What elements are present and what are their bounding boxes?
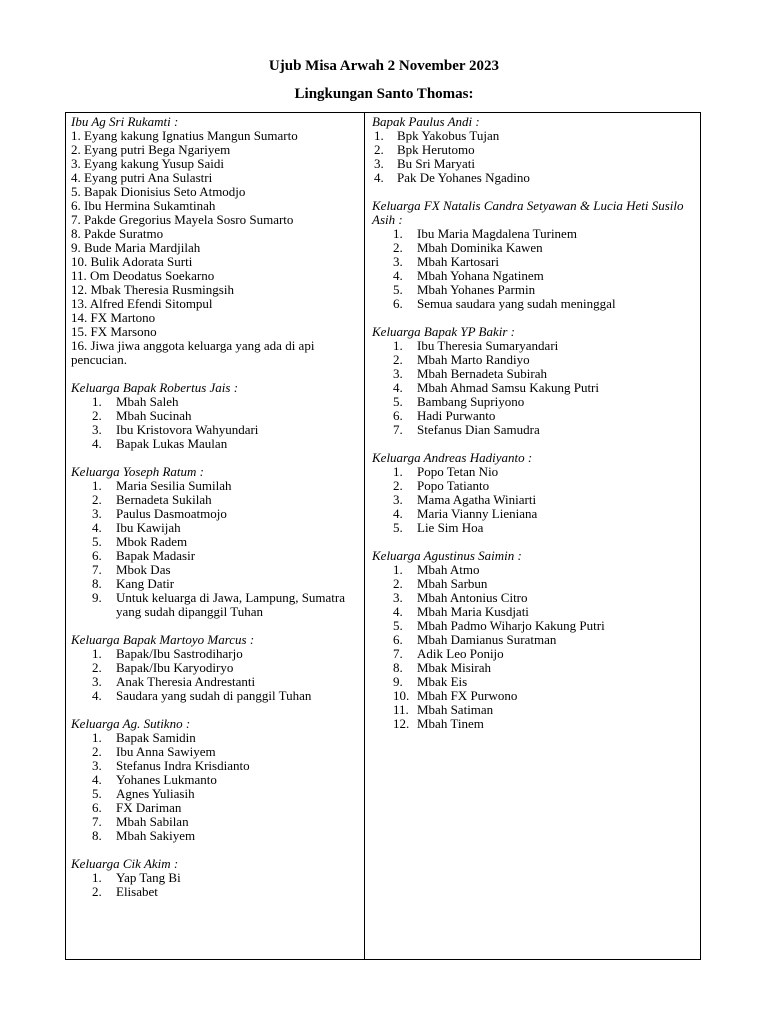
list-item-text: Stefanus Indra Krisdianto	[116, 758, 250, 773]
list-item-text: Agnes Yuliasih	[116, 786, 195, 801]
list-item	[372, 157, 698, 171]
list-item	[71, 591, 361, 619]
list-item-text: FX Dariman	[116, 800, 182, 815]
list-item	[372, 423, 698, 437]
family-group	[372, 325, 698, 437]
list-item-text: Mbah Sakiyem	[116, 828, 196, 843]
list-item-text: Bambang Supriyono	[417, 394, 525, 409]
family-group	[71, 717, 361, 843]
list-item-number: 4.	[393, 506, 403, 521]
list-item	[372, 633, 698, 647]
list-item-number: 4.	[92, 688, 102, 703]
family-group-title: Keluarga Bapak Robertus Jais :	[71, 380, 239, 395]
list-item	[71, 871, 361, 885]
list-item-text: Maria Sesilia Sumilah	[116, 478, 232, 493]
list-item: 5. Bapak Dionisius Seto Atmodjo	[71, 184, 246, 199]
list-item	[372, 353, 698, 367]
list-item-text: Saudara yang sudah di panggil Tuhan	[116, 688, 312, 703]
list-item-number: 5.	[393, 520, 403, 535]
list-item	[71, 731, 361, 745]
list-item-number: 2.	[393, 240, 403, 255]
list-item	[372, 493, 698, 507]
list-item	[372, 227, 698, 241]
list-item: 13. Alfred Efendi Sitompul	[71, 296, 213, 311]
list-item-text: Bapak/Ibu Sastrodiharjo	[116, 646, 243, 661]
list-item	[372, 521, 698, 535]
list-item	[372, 465, 698, 479]
family-group-title: Ibu Ag Sri Rukamti :	[71, 114, 179, 129]
list-item-text: Adik Leo Ponijo	[417, 646, 504, 661]
list-item	[71, 395, 361, 409]
list-item-number: 1.	[393, 226, 403, 241]
list-item-number: 4.	[92, 436, 102, 451]
list-item-text: Mama Agatha Winiarti	[417, 492, 537, 507]
list-item	[372, 409, 698, 423]
list-item: 12. Mbak Theresia Rusmingsih	[71, 282, 234, 297]
list-item-number: 4.	[92, 772, 102, 787]
list-item-text: Bapak/Ibu Karyodiryo	[116, 660, 234, 675]
list-item-number: 1.	[393, 338, 403, 353]
family-group	[372, 549, 698, 731]
list-item-text: Mbah Marto Randiyo	[417, 352, 530, 367]
list-item-number: 6.	[393, 296, 403, 311]
list-item-text: Maria Vianny Lieniana	[417, 506, 538, 521]
list-item	[71, 507, 361, 521]
list-item-number: 5.	[92, 534, 102, 549]
list-item	[71, 745, 361, 759]
list-item-number: 1.	[393, 464, 403, 479]
list-item	[372, 661, 698, 675]
list-item-text: Bu Sri Maryati	[397, 156, 475, 171]
list-item	[71, 493, 361, 507]
list-item-text: Yohanes Lukmanto	[116, 772, 217, 787]
list-item	[372, 717, 698, 731]
list-item-number: 1.	[374, 128, 384, 143]
list-item-number: 3.	[92, 758, 102, 773]
family-group	[71, 857, 361, 899]
list-item: 4. Eyang putri Ana Sulastri	[71, 170, 213, 185]
list-item-text: Paulus Dasmoatmojo	[116, 506, 227, 521]
list-item-text: Stefanus Dian Samudra	[417, 422, 540, 437]
list-item-number: 7.	[393, 422, 403, 437]
list-item-number: 12.	[393, 716, 410, 731]
list-item-number: 4.	[393, 380, 403, 395]
list-item	[372, 689, 698, 703]
list-item: 1. Eyang kakung Ignatius Mangun Sumarto	[71, 128, 298, 143]
list-item	[71, 885, 361, 899]
list-item: 14. FX Martono	[71, 310, 156, 325]
list-item-number: 2.	[92, 884, 102, 899]
list-item-text: Mbah FX Purwono	[417, 688, 518, 703]
list-item: 7. Pakde Gregorius Mayela Sosro Sumarto	[71, 212, 294, 227]
list-item-text: Mbah Dominika Kawen	[417, 240, 543, 255]
list-item-number: 3.	[92, 422, 102, 437]
list-item-text: Ibu Kristovora Wahyundari	[116, 422, 259, 437]
list-item	[71, 647, 361, 661]
list-item-number: 10.	[393, 688, 410, 703]
list-item-text: Mbah Maria Kusdjati	[417, 604, 529, 619]
list-item-number: 5.	[393, 394, 403, 409]
list-item-text: Bpk Herutomo	[397, 142, 475, 157]
list-item-text: Mbah Antonius Citro	[417, 590, 528, 605]
document-title: Ujub Misa Arwah 2 November 2023	[268, 58, 500, 74]
list-item	[71, 521, 361, 535]
list-item	[372, 339, 698, 353]
list-item-text: Ibu Theresia Sumaryandari	[417, 338, 559, 353]
list-item-text: Mbah Sabilan	[116, 814, 189, 829]
list-item	[372, 269, 698, 283]
family-group	[372, 451, 698, 535]
list-item-text: Elisabet	[116, 884, 158, 899]
family-group	[71, 633, 361, 703]
family-group-title: Keluarga Bapak Martoyo Marcus :	[71, 632, 255, 647]
list-item-text: Hadi Purwanto	[417, 408, 496, 423]
list-item-text: Popo Tatianto	[417, 478, 490, 493]
list-item-text: Semua saudara yang sudah meninggal	[417, 296, 616, 311]
list-item	[372, 297, 698, 311]
list-item-text: Mbak Misirah	[417, 660, 492, 675]
list-item-text: Kang Datir	[116, 576, 175, 591]
list-item-number: 3.	[393, 366, 403, 381]
list-item-number: 2.	[393, 352, 403, 367]
list-item	[71, 661, 361, 675]
family-group	[372, 199, 698, 311]
family-group-title: Keluarga FX Natalis Candra Setyawan & Lucia Heti Susilo Asih :	[372, 198, 684, 227]
list-item-text: Untuk keluarga di Jawa, Lampung, Sumatra yang sudah dipanggil Tuhan	[116, 590, 346, 619]
list-item-number: 8.	[92, 576, 102, 591]
list-item: 6. Ibu Hermina Sukamtinah	[71, 198, 216, 213]
list-item	[372, 479, 698, 493]
list-item-number: 4.	[393, 268, 403, 283]
list-item: 10. Bulik Adorata Surti	[71, 254, 193, 269]
list-item	[71, 759, 361, 773]
list-item-number: 2.	[393, 478, 403, 493]
list-item-text: Mbah Sarbun	[417, 576, 488, 591]
list-item-number: 3.	[92, 506, 102, 521]
document-subtitle: Lingkungan Santo Thomas:	[294, 86, 474, 102]
list-item-number: 1.	[92, 394, 102, 409]
list-item	[372, 577, 698, 591]
list-item-number: 4.	[393, 604, 403, 619]
list-item-number: 1.	[393, 562, 403, 577]
list-item	[372, 395, 698, 409]
list-item-number: 2.	[92, 408, 102, 423]
family-group-title: Keluarga Andreas Hadiyanto :	[372, 450, 533, 465]
family-group	[372, 115, 698, 185]
list-item	[71, 773, 361, 787]
list-item	[71, 479, 361, 493]
list-item-number: 1.	[92, 730, 102, 745]
list-item-text: Bapak Lukas Maulan	[116, 436, 228, 451]
list-item-number: 6.	[393, 408, 403, 423]
list-item	[71, 577, 361, 591]
list-item-text: Mbah Sucinah	[116, 408, 192, 423]
list-item-text: Anak Theresia Andrestanti	[116, 674, 256, 689]
list-item-text: Mbak Eis	[417, 674, 468, 689]
list-item-text: Bapak Madasir	[116, 548, 196, 563]
list-item-text: Mbah Kartosari	[417, 254, 499, 269]
list-item: 3. Eyang kakung Yusup Saidi	[71, 156, 224, 171]
list-item: 8. Pakde Suratmo	[71, 226, 164, 241]
list-item: 2. Eyang putri Bega Ngariyem	[71, 142, 231, 157]
list-item-number: 7.	[92, 562, 102, 577]
list-item-number: 1.	[92, 870, 102, 885]
list-item-number: 1.	[92, 478, 102, 493]
list-item-text: Mbok Radem	[116, 534, 188, 549]
family-group	[71, 381, 361, 451]
list-item-text: Mbah Saleh	[116, 394, 179, 409]
list-item-number: 8.	[393, 660, 403, 675]
list-item	[372, 591, 698, 605]
list-item-number: 4.	[374, 170, 384, 185]
list-item-number: 2.	[374, 142, 384, 157]
list-item-text: Mbah Yohanes Parmin	[417, 282, 536, 297]
list-item	[71, 829, 361, 843]
list-item	[372, 367, 698, 381]
list-item	[372, 563, 698, 577]
list-item	[71, 549, 361, 563]
list-item-number: 3.	[393, 254, 403, 269]
list-item-number: 6.	[92, 800, 102, 815]
list-item-number: 3.	[393, 492, 403, 507]
list-item-number: 9.	[393, 674, 403, 689]
family-group-title: Keluarga Cik Akim :	[71, 856, 179, 871]
list-item-number: 3.	[393, 590, 403, 605]
list-item-text: Mbah Satiman	[417, 702, 494, 717]
list-item-text: Bernadeta Sukilah	[116, 492, 212, 507]
family-group-title: Keluarga Yoseph Ratum :	[71, 464, 205, 479]
family-group-title: Bapak Paulus Andi :	[372, 114, 480, 129]
list-item-number: 3.	[92, 674, 102, 689]
list-item	[71, 437, 361, 451]
list-item-text: Ibu Kawijah	[116, 520, 181, 535]
list-item-text: Mbok Das	[116, 562, 171, 577]
list-item-number: 9.	[92, 590, 102, 605]
list-item	[71, 563, 361, 577]
list-item-text: Yap Tang Bi	[116, 870, 181, 885]
list-item-number: 6.	[393, 632, 403, 647]
list-item-text: Mbah Damianus Suratman	[417, 632, 557, 647]
list-item-number: 3.	[374, 156, 384, 171]
list-item	[372, 283, 698, 297]
list-item-number: 8.	[92, 828, 102, 843]
intention-table	[65, 112, 701, 960]
family-group	[71, 115, 361, 367]
list-item-text: Mbah Bernadeta Subirah	[417, 366, 547, 381]
list-item-text: Pak De Yohanes Ngadino	[397, 170, 530, 185]
list-item-text: Popo Tetan Nio	[417, 464, 499, 479]
list-item	[71, 787, 361, 801]
list-item	[71, 535, 361, 549]
list-item-text: Mbah Tinem	[417, 716, 484, 731]
list-item-number: 2.	[92, 492, 102, 507]
list-item-number: 6.	[92, 548, 102, 563]
list-item: 9. Bude Maria Mardjilah	[71, 240, 201, 255]
column-divider	[364, 113, 365, 959]
list-item-text: Bpk Yakobus Tujan	[397, 128, 500, 143]
family-group-title: Keluarga Bapak YP Bakir :	[372, 324, 515, 339]
list-item-number: 11.	[393, 702, 409, 717]
list-item	[372, 129, 698, 143]
list-item-text: Mbah Padmo Wiharjo Kakung Putri	[417, 618, 605, 633]
family-group	[71, 465, 361, 619]
list-item	[372, 507, 698, 521]
list-item	[372, 171, 698, 185]
list-item	[372, 675, 698, 689]
list-item-number: 1.	[92, 646, 102, 661]
list-item	[372, 619, 698, 633]
list-item: 15. FX Marsono	[71, 324, 157, 339]
family-group-title: Keluarga Agustinus Saimin :	[372, 548, 522, 563]
list-item-number: 7.	[393, 646, 403, 661]
list-item	[372, 703, 698, 717]
list-item-number: 5.	[92, 786, 102, 801]
list-item	[372, 143, 698, 157]
list-item: 11. Om Deodatus Soekarno	[71, 268, 215, 283]
list-item	[372, 381, 698, 395]
list-item	[372, 647, 698, 661]
list-item-number: 7.	[92, 814, 102, 829]
list-item	[71, 801, 361, 815]
list-item-text: Ibu Maria Magdalena Turinem	[417, 226, 577, 241]
list-item-text: Mbah Ahmad Samsu Kakung Putri	[417, 380, 599, 395]
list-item	[71, 689, 361, 703]
list-item-number: 4.	[92, 520, 102, 535]
list-item-text: Lie Sim Hoa	[417, 520, 484, 535]
list-item	[372, 255, 698, 269]
list-item-text: Mbah Yohana Ngatinem	[417, 268, 544, 283]
left-column	[71, 115, 361, 913]
list-item	[71, 815, 361, 829]
right-column	[372, 115, 698, 745]
list-item-text: Bapak Samidin	[116, 730, 196, 745]
list-item	[71, 423, 361, 437]
list-item-number: 5.	[393, 618, 403, 633]
list-item-number: 2.	[92, 744, 102, 759]
list-item	[71, 409, 361, 423]
list-item-text: Mbah Atmo	[417, 562, 480, 577]
list-item	[372, 241, 698, 255]
list-item-number: 2.	[92, 660, 102, 675]
list-item-number: 5.	[393, 282, 403, 297]
list-item	[372, 605, 698, 619]
list-item-text: Ibu Anna Sawiyem	[116, 744, 216, 759]
list-item-number: 2.	[393, 576, 403, 591]
family-group-title: Keluarga Ag. Sutikno :	[71, 716, 191, 731]
list-item: 16. Jiwa jiwa anggota keluarga yang ada di api pencucian.	[71, 338, 315, 367]
list-item	[71, 675, 361, 689]
